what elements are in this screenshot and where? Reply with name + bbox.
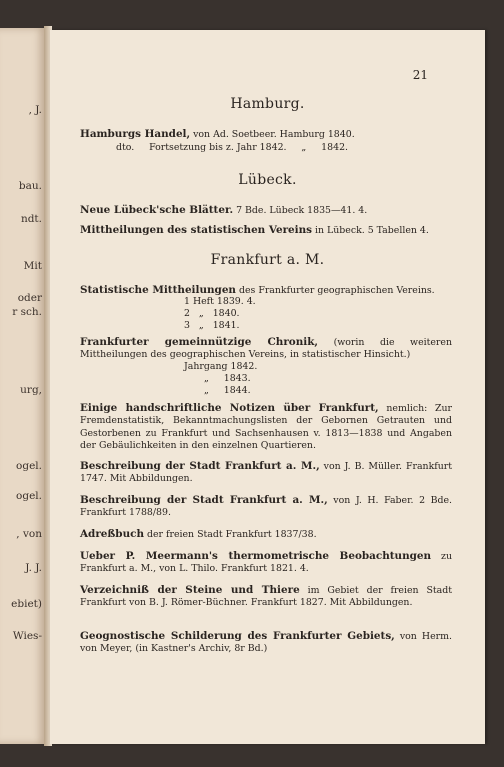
entry-meermann-beobachtungen [80,550,452,576]
entry-continuation: dto. Fortsetzung bis z. Jahr 1842. „ 1842. [116,142,349,153]
entry-title: Beschreibung der Stadt Frankfurt a. M., [80,494,328,506]
section-heading-hamburg: Hamburg. [230,96,305,112]
entry-handschriftliche-notizen [80,402,452,453]
left-fragment: ndt. [20,213,42,225]
entry-sub-line: Jahrgang 1842. [184,361,258,372]
entry-text: der freien Stadt Frankfurt 1837/38. [144,529,317,540]
left-page-edge [0,28,46,744]
entry-text: (worin die weiteren Mittheilungen des geographischen Vereins, in statistischer Hinsicht.) [80,337,452,361]
entry-title: Verzeichniß der Steine und Thiere [80,584,300,596]
entry-sub-line: 1 Heft 1839. 4. [184,296,256,307]
entry-title: Neue Lübeck'sche Blätter. [80,204,234,216]
entry-statistische-mittheilungen [80,284,452,297]
left-fragment: J. J. [25,562,42,574]
entry-title: Beschreibung der Stadt Frankfurt a. M., [80,460,320,472]
entry-title: Einige handschriftliche Notizen über Frankfurt, [80,402,379,414]
entry-text: nemlich: Zur Fremdenstatistik, Bekanntmachungslisten der Gebornen Getrauten und Gestorbenen zu Frankfurt und Sachsenhausen v. 1813—1838 und Angaben der Gebäulichkeiten in den einzelnen Quartieren. [80,403,452,452]
entry-geognostische-schilderung [80,630,452,656]
left-fragment: bau. [18,180,42,192]
entry-sub-line: 3 „ 1841. [184,320,240,331]
entry-mittheilungen-statistischen-vereins [80,224,452,237]
section-heading-luebeck: Lübeck. [238,172,297,188]
left-fragment: ogel. [16,490,42,502]
left-fragment: ogel. [16,460,42,472]
left-fragment: oder [17,292,42,304]
entry-title: Hamburgs Handel, [80,128,191,140]
entry-title: Frankfurter gemeinnützige Chronik, [80,336,319,348]
left-fragment: Wies- [12,630,42,642]
left-fragment: urg, [20,384,42,396]
entry-text: von Herm. von Meyer, (in Kastner's Archiv, 8r Bd.) [80,631,452,655]
entry-frankfurter-chronik [80,336,452,362]
entry-adressbuch [80,528,452,541]
left-fragment: , J. [28,104,42,116]
book-page [50,30,485,744]
entry-title: Mittheilungen des statistischen Vereins [80,224,313,236]
entry-text: von Ad. Soetbeer. Hamburg 1840. [190,129,355,140]
entry-sub-line: „ 1843. [204,373,251,384]
left-fragment: ebiet) [11,598,42,610]
entry-text: in Lübeck. 5 Tabellen 4. [312,225,429,236]
entry-verzeichniss-steine-thiere [80,584,452,610]
section-heading-frankfurt: Frankfurt a. M. [210,252,325,268]
entry-title: Adreßbuch [80,528,145,540]
entry-text: im Gebiet der freien Stadt Frankfurt von B. J. Römer-Büchner. Frankfurt 1827. Mit Abbildungen. [80,585,452,609]
entry-text: zu Frankfurt a. M., von L. Thilo. Frankfurt 1821. 4. [80,551,452,575]
entry-text: von J. H. Faber. 2 Bde. Frankfurt 1788/89. [80,495,453,519]
entry-title: Geognostische Schilderung des Frankfurter Gebiets, [80,630,395,642]
entry-sub-line: 2 „ 1840. [184,308,240,319]
left-fragment: r sch. [12,306,42,318]
entry-text: von J. B. Müller. Frankfurt 1747. Mit Abbildungen. [80,461,453,485]
entry-title: Ueber P. Meermann's thermometrische Beobachtungen [80,550,432,562]
entry-title: Statistische Mittheilungen [80,284,236,296]
entry-text: 7 Bde. Lübeck 1835—41. 4. [233,205,368,216]
left-fragment: , von [16,528,42,540]
entry-beschreibung-faber [80,494,452,520]
entry-neue-luebecksche-blaetter [80,204,452,217]
left-fragment: Mit [23,260,42,272]
entry-text: des Frankfurter geographischen Vereins. [236,285,435,296]
page-number: 21 [412,68,428,82]
entry-hamburgs-handel [80,128,452,141]
entry-beschreibung-mueller [80,460,452,486]
entry-sub-line: „ 1844. [204,385,251,396]
